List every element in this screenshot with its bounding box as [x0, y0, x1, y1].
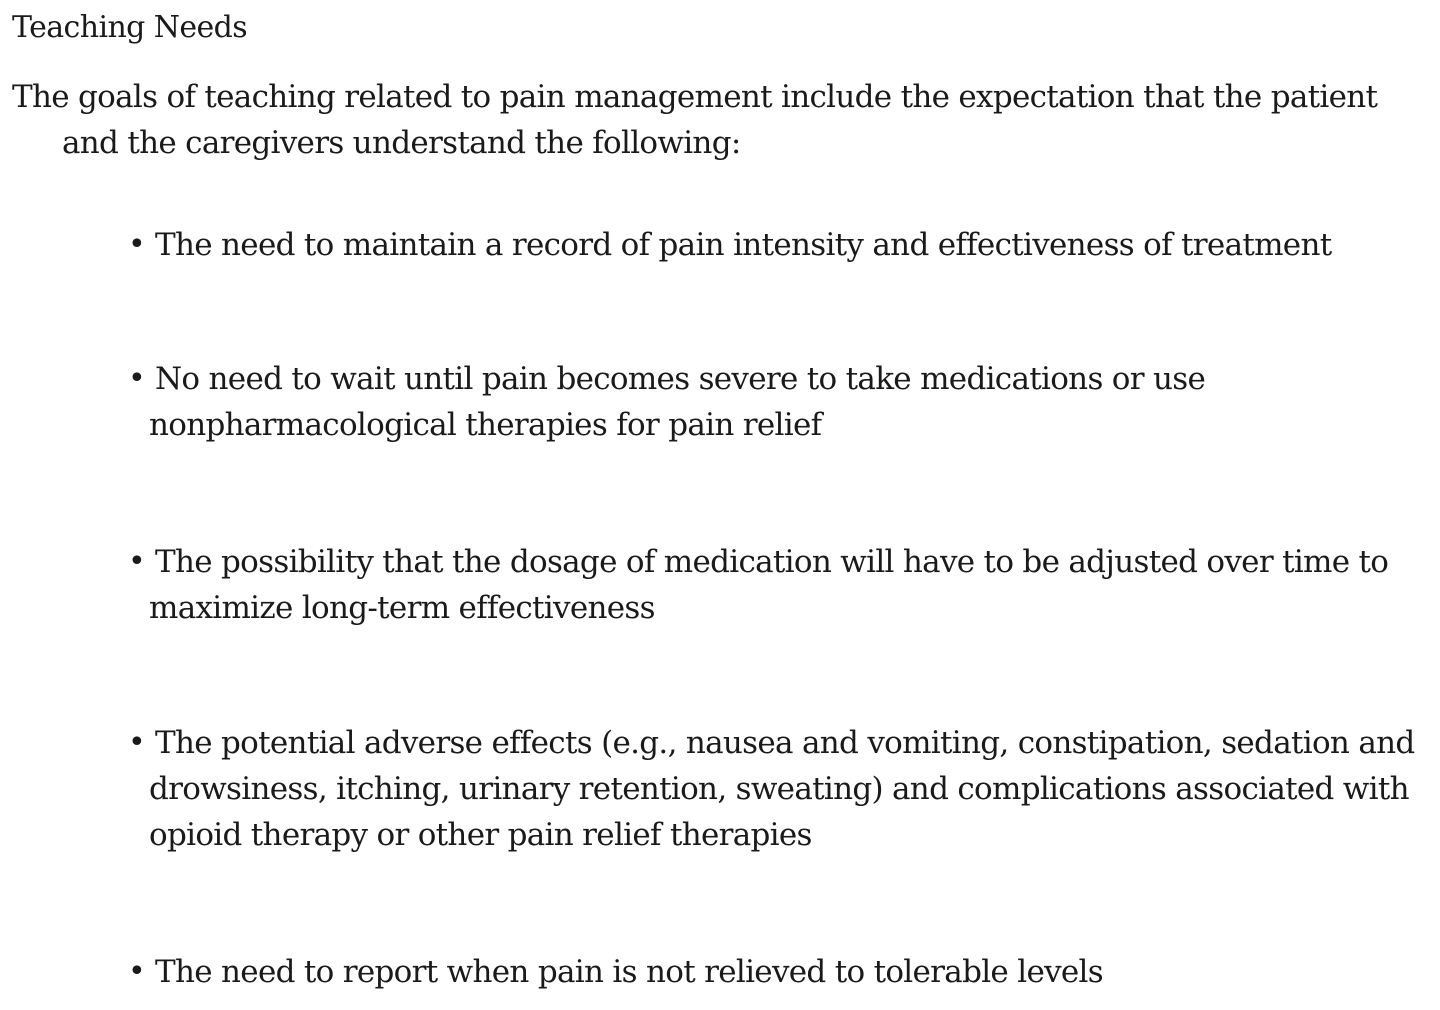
bullet-icon: •: [128, 544, 145, 579]
bullet-icon: •: [128, 227, 145, 262]
bullet-icon: •: [128, 725, 145, 760]
list-item-text: No need to wait until pain becomes severe to take medications or use nonpharmacological therapies for pain relief: [149, 361, 1206, 443]
list-item: [128, 222, 1420, 268]
list-item: [128, 949, 1420, 995]
bullet-icon: •: [128, 954, 145, 989]
bullet-icon: •: [128, 361, 145, 396]
list-item-text: The potential adverse effects (e.g., nausea and vomiting, constipation, sedation and drowsiness, itching, urinary retention, sweating) and complications associated with opioid therapy or other pain relief therapies: [149, 725, 1415, 853]
list-item-text: The need to report when pain is not relieved to tolerable levels: [155, 954, 1103, 990]
list-item: [128, 720, 1420, 858]
intro-paragraph: The goals of teaching related to pain management include the expectation that the patient and the caregivers understand the following:: [12, 79, 1378, 161]
list-item: [128, 539, 1420, 631]
list-item-text: The need to maintain a record of pain intensity and effectiveness of treatment: [155, 227, 1332, 263]
list-item-text: The possibility that the dosage of medication will have to be adjusted over time to maximize long-term effectiveness: [149, 544, 1389, 626]
list-item: [128, 356, 1420, 448]
section-heading: Teaching Needs: [12, 10, 248, 45]
